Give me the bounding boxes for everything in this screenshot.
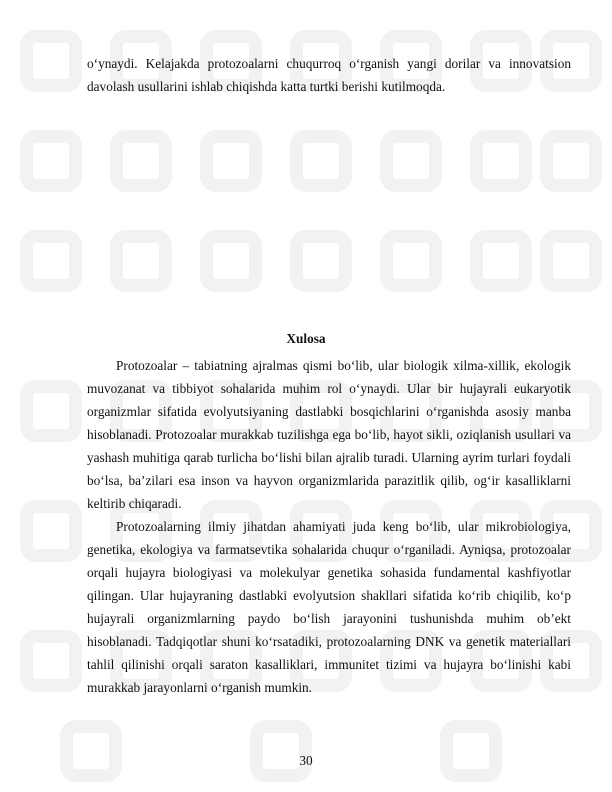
- body-paragraph: Protozoalarning ilmiy jihatdan ahamiyati juda keng bo‘lib, ular mikrobiologiya, genetika, ekologiya va farmatsevtika sohalarida chuqur o‘rganiladi. Ayniqsa, protozoalar orqali hujayra biologiyasi va molekulyar genetika sohasida fundamental kashfiyotlar qilingan. Ular hujayraning dastlabki evolyutsion shakllari sifatida ko‘rib chiqilib, ko‘p hujayrali organizmlarning paydo bo‘lish jarayonini tushunishda muhim ob’ekt hisoblanadi. Tadqiqotlar shuni ko‘rsatadiki, protozoalarning DNK va genetik materiallari tahlil qilinishi orqali saraton kasalliklari, immunitet tizimi va hujayra bo‘linishi kabi murakkab jarayonlarni o‘rganish mumkin.: [87, 519, 571, 695]
- watermark-tile: [290, 130, 352, 192]
- watermark-tile: [200, 130, 262, 192]
- watermark-tile: [470, 130, 532, 192]
- watermark-tile: [380, 230, 442, 292]
- watermark-tile: [20, 630, 82, 692]
- watermark-tile: [20, 30, 82, 92]
- watermark-tile: [200, 230, 262, 292]
- watermark-tile: [250, 720, 312, 782]
- watermark-tile: [110, 130, 172, 192]
- intro-block: [87, 52, 571, 98]
- intro-paragraph: o‘ynaydi. Kelajakda protozoalarni chuqurroq o‘rganish yangi dorilar va innovatsion davolash usullarini ishlab chiqishda katta turtki berishi kutilmoqda.: [87, 56, 571, 94]
- section-title: Xulosa: [286, 331, 326, 346]
- page-number: 30: [299, 753, 313, 768]
- watermark-tile: [110, 230, 172, 292]
- watermark-tile: [60, 720, 122, 782]
- watermark-tile: [540, 230, 602, 292]
- watermark-tile: [20, 130, 82, 192]
- watermark-tile: [20, 380, 82, 442]
- watermark-tile: [470, 230, 532, 292]
- watermark-tile: [380, 130, 442, 192]
- body-paragraph: Protozoalar – tabiatning ajralmas qismi bo‘lib, ular biologik xilma-xillik, ekologik muvozanat va tibbiyot sohalarida muhim rol o‘ynaydi. Ular bir hujayrali eukaryotik organizmlar sifatida evolyutsiyaning dastlabki bosqichlarini o‘rganishda asosiy manba hisoblanadi. Protozoalar murakkab tuzilishga ega bo‘lib, hayot sikli, oziqlanish usullari va yashash muhitiga qarab turlicha bo‘lishi bilan ajralib turadi. Ularning ayrim turlari foydali bo‘lsa, ba’zilari esa inson va hayvon organizmlarida parazitlik qilib, og‘ir kasalliklarni keltirib chiqaradi.: [87, 358, 571, 511]
- conclusion-body: [87, 354, 571, 699]
- watermark-tile: [20, 230, 82, 292]
- watermark-tile: [440, 720, 502, 782]
- watermark-tile: [20, 500, 82, 562]
- watermark-tile: [290, 230, 352, 292]
- watermark-tile: [540, 130, 602, 192]
